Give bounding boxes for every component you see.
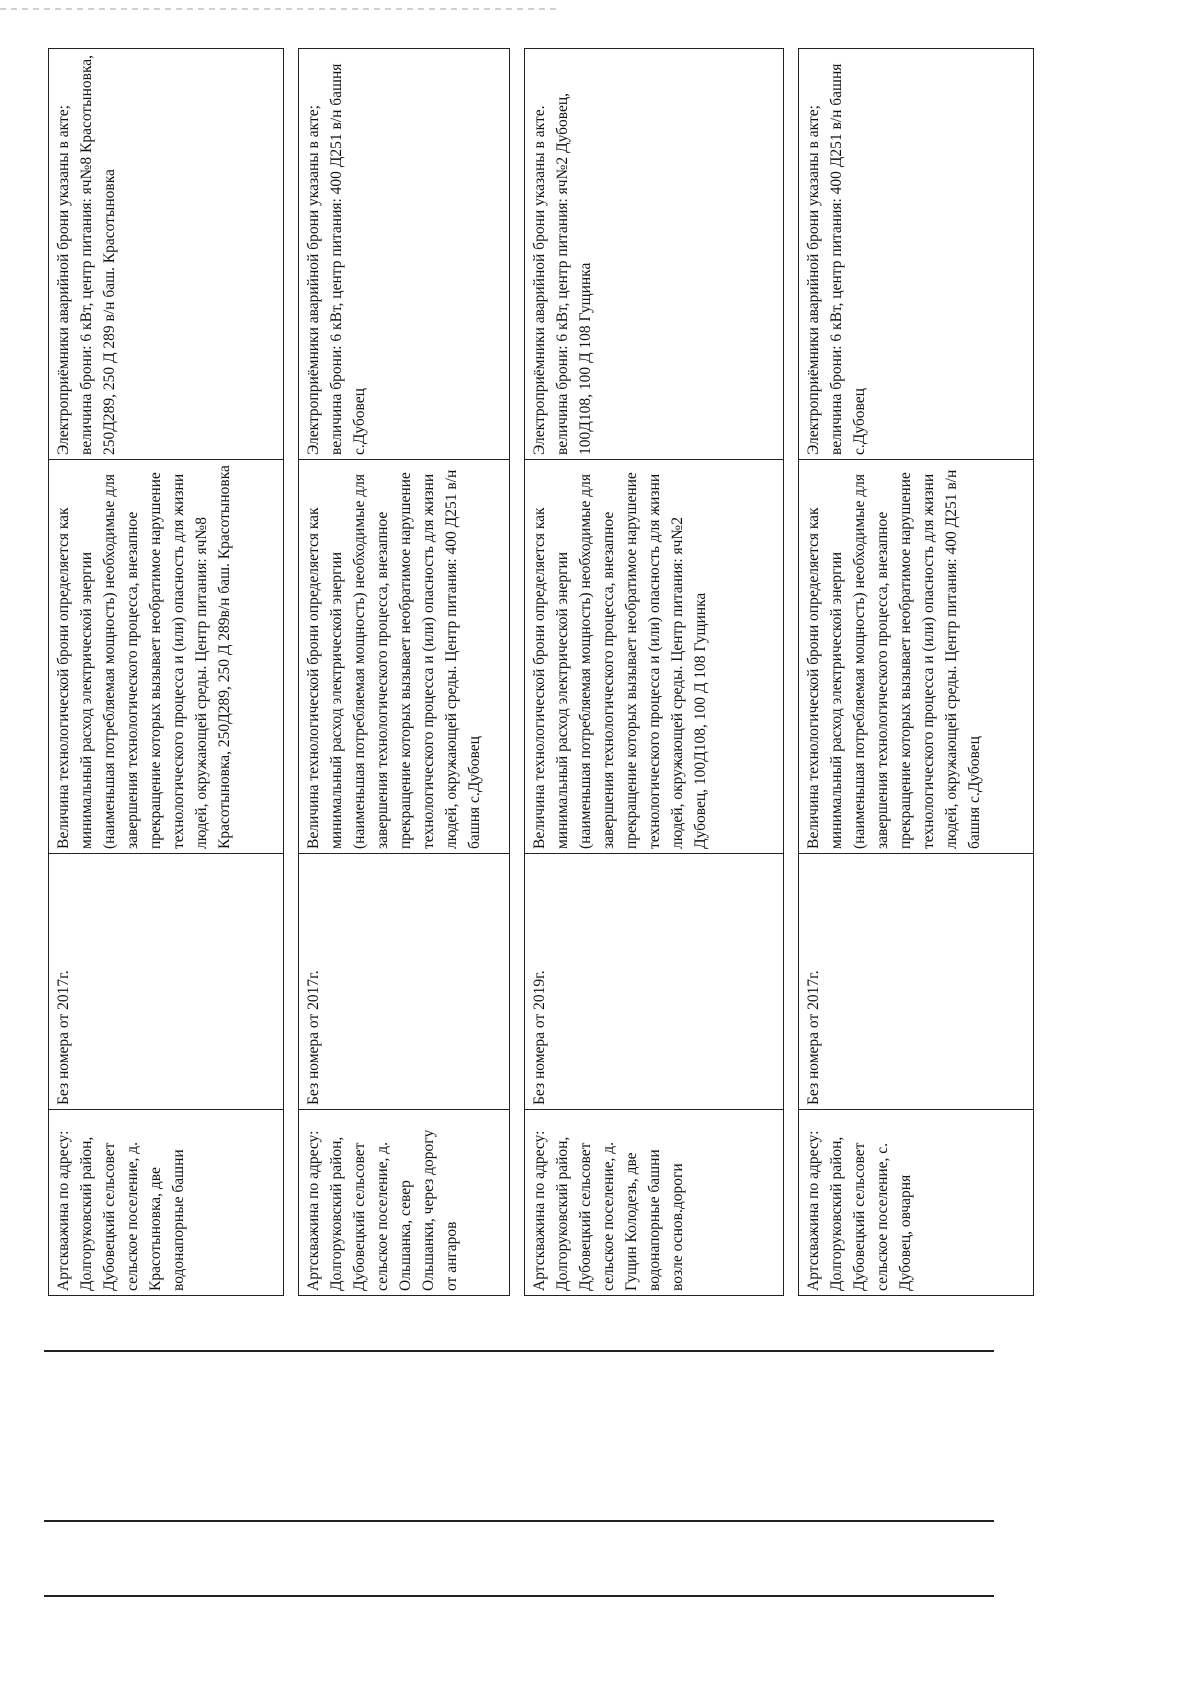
- separator-line: [44, 1520, 994, 1522]
- emergency-reserve-cell: Электроприёмники аварийной брони указаны в акте. величина брони: 6 кВт, центр питания: яч№2 Дубовец, 100Д108, 100 Д 108 Гущинка: [531, 92, 594, 455]
- table-row: [48, 48, 284, 1296]
- act-cell: Без номера от 2017г.: [49, 853, 283, 1109]
- table-row: [524, 48, 784, 1296]
- technological-reserve-cell: Величина технологической брони определяется как минимальный расход электрической энергии (наименьшая потребляемая мощность) необходимые для завершения технологического процесса, внезапное прекращение которых вызывает необратимое нарушение технологического процесса и (или) опасность для жизни людей, окружающей среды. Центр питания: 400 Д251 в/н башня с.Дубовец: [299, 459, 509, 853]
- act-cell: Без номера от 2017г.: [299, 853, 509, 1109]
- object-address-cell: Артскважина по адресу: Долгоруковский район, Дубовецкий сельсовет сельское поселение, д. Гущин Колодезь, две водонапорные башни возле основ.дороги: [525, 1109, 783, 1295]
- technological-reserve-cell: Величина технологической брони определяется как минимальный расход электрической энергии (наименьшая потребляемая мощность) необходимые для завершения технологического процесса, внезапное прекращение которых вызывает необратимое нарушение технологического процесса и (или) опасность для жизни людей, окружающей среды. Центр питания: 400 Д251 в/н башня с.Дубовец: [799, 459, 1033, 853]
- scan-edge-mark: [0, 8, 560, 10]
- emergency-reserve-cell: Электроприёмники аварийной брони указаны в акте; величина брони: 6 кВт, центр питания: 400 Д251 в/н башня с.Дубовец: [805, 63, 868, 455]
- emergency-reserve-cell: Электроприёмники аварийной брони указаны в акте; величина брони: 6 кВт, центр питания: 400 Д251 в/н башня с.Дубовец: [305, 63, 368, 455]
- act-cell: Без номера от 2017г.: [799, 853, 1033, 1109]
- reservation-table: [48, 48, 1044, 1296]
- separator-line: [44, 1350, 994, 1352]
- object-address-cell: Артскважина по адресу: Долгоруковский район, Дубовецкий сельсовет сельское поселение, д. Красотыновка, две водонапорные башни: [49, 1109, 283, 1295]
- technological-reserve-cell: Величина технологической брони определяется как минимальный расход электрической энергии (наименьшая потребляемая мощность) необходимые для завершения технологического процесса, внезапное прекращение которых вызывает необратимое нарушение технологического процесса и (или) опасность для жизни людей, окружающей среды. Центр питания: яч№2 Дубовец, 100Д108, 100 Д 108 Гущинка: [525, 459, 783, 853]
- table-row: [798, 48, 1034, 1296]
- table-row: [298, 48, 510, 1296]
- emergency-reserve-cell: Электроприёмники аварийной брони указаны в акте; величина брони: 6 кВт, центр питания: яч№8 Красотыновка, 250Д289, 250 Д 289 в/н баш. Красотыновка: [55, 54, 118, 455]
- separator-line: [44, 1595, 994, 1597]
- act-cell: Без номера от 2019г.: [525, 853, 783, 1109]
- object-address-cell: Артскважина по адресу: Долгоруковский район, Дубовецкий сельсовет сельское поселение, с. Дубовец, овчарня: [799, 1109, 1033, 1295]
- technological-reserve-cell: Величина технологической брони определяется как минимальный расход электрической энергии (наименьшая потребляемая мощность) необходимые для завершения технологического процесса, внезапное прекращение которых вызывает необратимое нарушение технологического процесса и (или) опасность для жизни людей, окружающей среды. Центр питания: яч№8 Красотыновка, 250Д289, 250 Д 289в/н баш. Красотыновка: [49, 459, 283, 853]
- object-address-cell: Артскважина по адресу: Долгоруковский район, Дубовецкий сельсовет сельское поселение, д. Ольшанка, север Ольшанки, через дорогу от ангаров: [299, 1109, 509, 1295]
